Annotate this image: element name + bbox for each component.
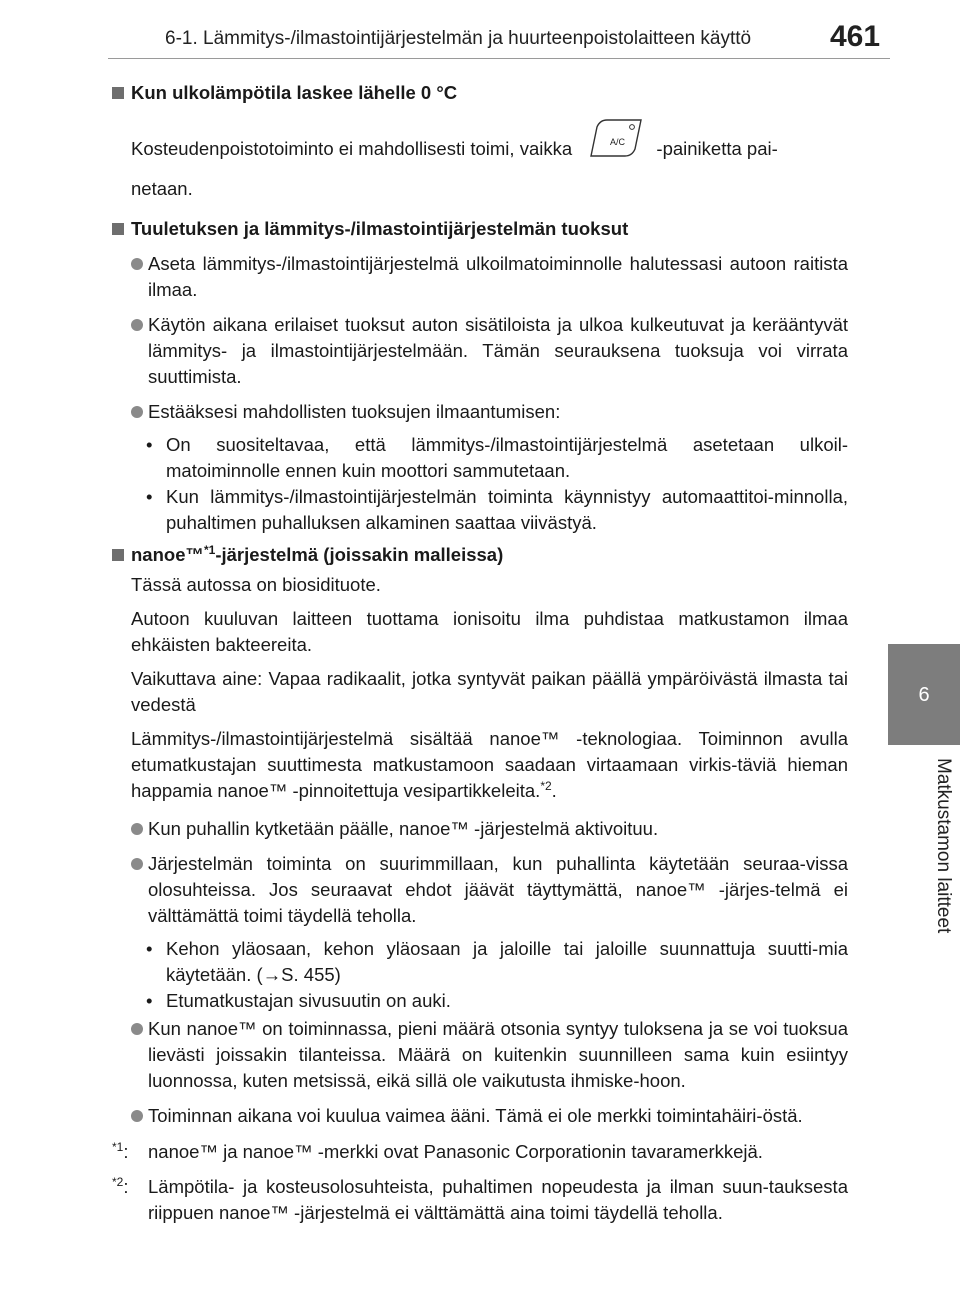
bullet-item: Kun nanoe™ on toiminnassa, pieni määrä otsonia syntyy tuloksena ja se voi tuoksua lievästi joissakin tilanteissa. Määrä on kuitenkin suunnilleen sama kuin esiintyy luonnossa, kuten metsissä, eikä sillä ole vaikutusta ihmiske-hoon.: [112, 1016, 848, 1094]
svg-text:A/C: A/C: [610, 137, 626, 147]
sub-item: • Kun lämmitys-/ilmastointijärjestelmän toiminta käynnistyy automaattitoi-minnolla, puhaltimen puhalluksen alkaminen saattaa viivästyä.: [146, 486, 848, 533]
bullet-item: Estääksesi mahdollisten tuoksujen ilmaantumisen:: [112, 399, 848, 425]
circle-bullet-icon: [131, 1110, 143, 1122]
chapter-label: Matkustamon laitteet: [933, 758, 954, 934]
bullet-item: Kun puhallin kytketään päälle, nanoe™ -järjestelmä aktivoituu.: [112, 816, 848, 842]
sub-item: • On suositeltavaa, että lämmitys-/ilmastointijärjestelmä asetetaan ulkoil-matoiminnolle ennen kuin moottori sammutetaan.: [146, 434, 848, 481]
footnote: $^{*1}$: nanoe™ ja nanoe™ -merkki ovat Panasonic Corporationin tavaramerkkejä.: [112, 1139, 763, 1162]
page-content: [112, 76, 848, 1226]
chapter-tab: [888, 644, 960, 745]
footnote-ref: *1: [203, 542, 216, 557]
section-heading: Kun ulkolämpötila laskee lähelle 0 °C: [112, 80, 848, 106]
sub-item: • Etumatkustajan sivusuutin on auki.: [146, 990, 451, 1011]
bullet-item: Käytön aikana erilaiset tuoksut auton sisätiloista ja ulkoa kulkeutuvat ja kerääntyvät lämmitys- ja ilmastointijärjestelmään. Tämän seurauksena tuoksuja voi virrata suuttimista.: [112, 312, 848, 390]
section-heading: Tuuletuksen ja lämmitys-/ilmastointijärjestelmän tuoksut: [112, 216, 848, 242]
square-bullet-icon: [112, 223, 124, 235]
chapter-number: 6: [918, 684, 930, 706]
section-heading: nanoe™$^{*1}$-järjestelmä (joissakin malleissa): [112, 542, 848, 568]
circle-bullet-icon: [131, 406, 143, 418]
header-rule: [108, 58, 890, 59]
circle-bullet-icon: [131, 858, 143, 870]
ac-button-icon: [585, 116, 643, 174]
square-bullet-icon: [112, 87, 124, 99]
sub-item: • Kehon yläosaan, kehon yläosaan ja jaloille tai jaloille suunnattuja suutti-mia käytetään. (→S. 455): [146, 938, 848, 985]
paragraph: Autoon kuuluvan laitteen tuottama ionisoitu ilma puhdistaa matkustamon ilmaa ehkäisten bakteereita.: [131, 608, 848, 655]
circle-bullet-icon: [131, 1023, 143, 1035]
paragraph: netaan.: [131, 178, 193, 199]
circle-bullet-icon: [131, 823, 143, 835]
circle-bullet-icon: [131, 258, 143, 270]
footnote: $^{*2}$: Lämpötila- ja kosteusolosuhteista, puhaltimen nopeudesta ja ilman suun-tauksesta riippuen nanoe™ -järjestelmä ei välttämättä aina toimi täydellä teholla.: [112, 1174, 848, 1223]
paragraph: Tässä autossa on biosidituote.: [131, 574, 381, 595]
page-number: 461: [830, 20, 881, 53]
paragraph: Kosteudenpoistotoiminto ei mahdollisesti toimi, vaikka A/C -painiketta pai-: [112, 126, 848, 174]
running-header: 6-1. Lämmitys-/ilmastointijärjestelmän ja huurteenpoistolaitteen käyttö: [165, 28, 752, 49]
paragraph: Lämmitys-/ilmastointijärjestelmä sisältää nanoe™ -teknologiaa. Toiminnon avulla etumatkustajan suuttimesta matkustamoon saadaan virtaamaan virkis-täviä hieman happamia nanoe™ -pinnoitettuja vesipartikkeleita.$^{*2}$.: [131, 728, 848, 801]
square-bullet-icon: [112, 549, 124, 561]
footnote-ref: *2: [540, 778, 552, 793]
bullet-item: Järjestelmän toiminta on suurimmillaan, kun puhallinta käytetään seuraa-vissa olosuhteissa. Jos seuraavat ehdot jäävät täyttymättä, nanoe™ -järjes-telmä ei välttämättä toimi täydellä teholla.: [112, 851, 848, 929]
circle-bullet-icon: [131, 319, 143, 331]
bullet-item: Aseta lämmitys-/ilmastointijärjestelmä ulkoilmatoiminnolle halutessasi autoon raitista ilmaa.: [112, 251, 848, 303]
bullet-item: Toiminnan aikana voi kuulua vaimea ääni. Tämä ei ole merkki toimintahäiri-östä.: [112, 1103, 848, 1129]
paragraph: Vaikuttava aine: Vapaa radikaalit, jotka syntyvät paikan päällä ympäröivästä ilmasta tai vedestä: [131, 668, 848, 715]
